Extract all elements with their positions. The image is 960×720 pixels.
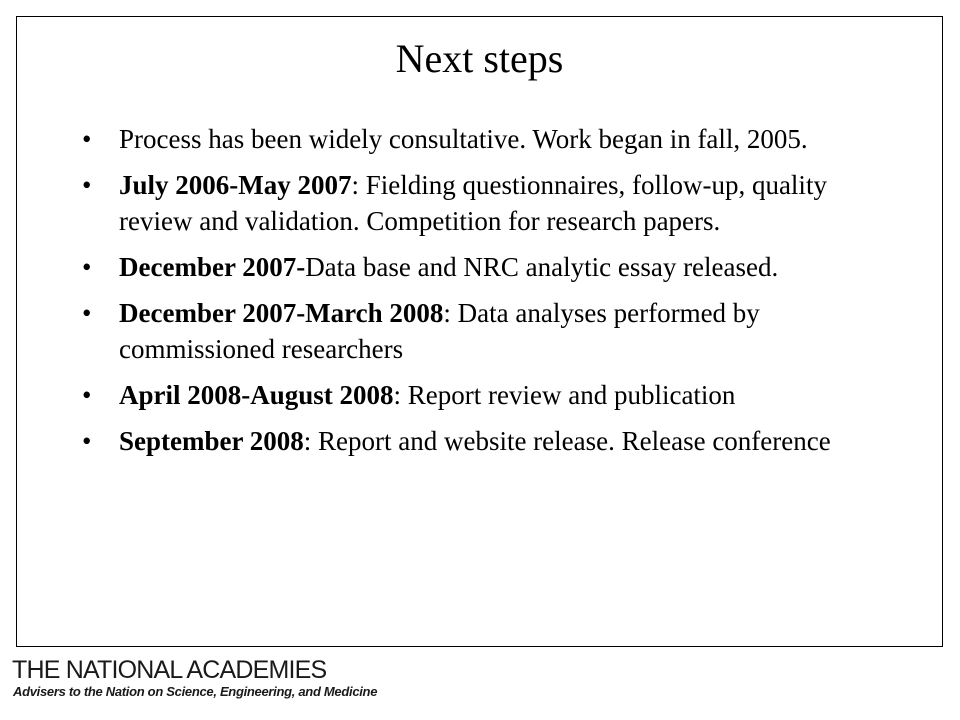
bullet-item-4 <box>79 295 879 367</box>
bullet-item-2 <box>79 167 879 239</box>
bullet-text: : Fielding questionnaires, follow-up, quality review and validation. Competition for research papers. <box>119 170 827 236</box>
bullet-text: Process has been widely consultative. Work began in fall, 2005. <box>119 124 808 154</box>
bullet-date: December 2007-March 2008 <box>119 298 444 328</box>
bullet-date: September 2008 <box>119 426 304 456</box>
bullet-item-5 <box>79 377 879 413</box>
slide-frame <box>16 16 943 647</box>
bullet-dot: • <box>82 124 92 154</box>
bullet-dot: • <box>82 298 92 328</box>
bullet-dot: • <box>82 380 92 410</box>
bullet-list <box>79 121 879 469</box>
bullet-text: : Report and website release. Release conference <box>303 426 831 456</box>
bullet-item-6 <box>79 423 879 459</box>
bullet-text: : Data analyses performed by commissioned researchers <box>119 298 760 364</box>
bullet-date: July 2006-May 2007 <box>119 170 352 200</box>
bullet-text: Data base and NRC analytic essay released. <box>305 252 779 282</box>
logo-subtitle: Advisers to the Nation on Science, Engineering, and Medicine <box>13 684 378 699</box>
bullet-item-3 <box>79 249 879 285</box>
bullet-dot: • <box>82 426 92 456</box>
bullet-date: April 2008-August 2008 <box>119 380 394 410</box>
national-academies-logo <box>12 656 378 706</box>
bullet-text: : Report review and publication <box>393 380 736 410</box>
slide-title: Next steps <box>395 36 564 81</box>
bullet-date: December 2007- <box>119 252 306 282</box>
bullet-dot: • <box>82 170 92 200</box>
bullet-dot: • <box>82 252 92 282</box>
bullet-item-1 <box>79 121 879 157</box>
logo-title: THE NATIONAL ACADEMIES <box>12 656 327 684</box>
